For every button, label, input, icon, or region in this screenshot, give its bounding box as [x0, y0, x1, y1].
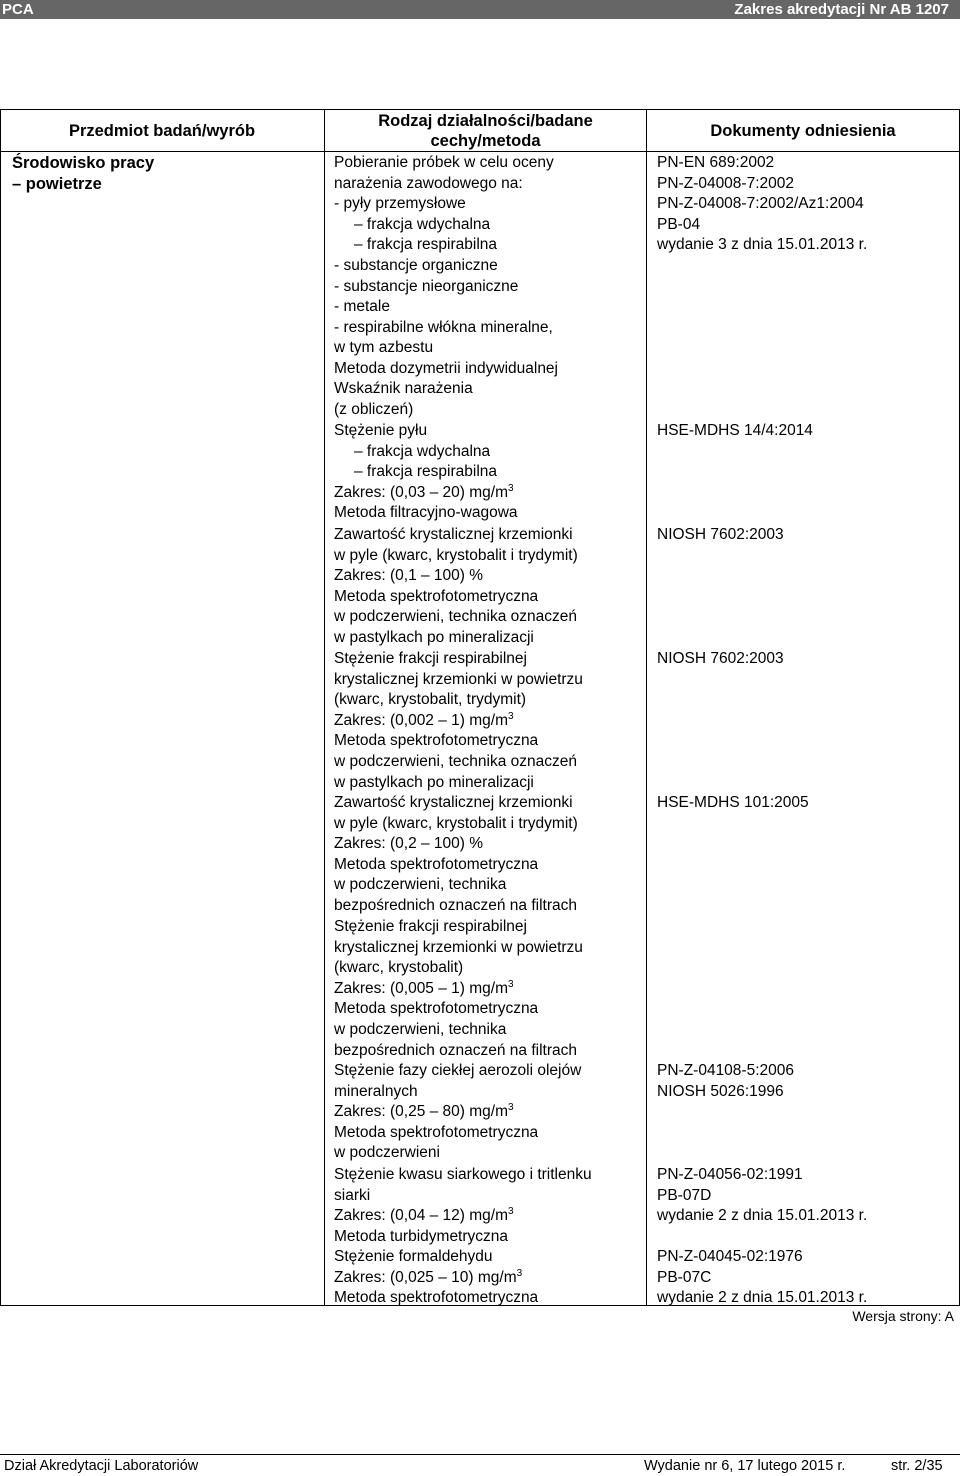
method-line: Zakres: (0,1 – 100) %: [334, 567, 484, 585]
reference-line: HSE-MDHS 101:2005: [657, 794, 809, 811]
method-line: Zawartość krystalicznej krzemionki: [334, 794, 573, 811]
footer-divider: [0, 1454, 960, 1455]
method-line: - pyły przemysłowe: [334, 195, 466, 213]
method-line: (kwarc, krystobalit): [334, 959, 464, 977]
method-line: krystalicznej krzemionki w powietrzu: [334, 670, 583, 688]
method-sulfuric-acid: [334, 1165, 592, 1247]
method-line: – frakcja wdychalna: [354, 215, 491, 233]
method-line: Metoda spektrofotometryczna: [334, 1123, 539, 1141]
subject-cell: [12, 153, 154, 195]
reference-line: PN-Z-04045-02:1976: [657, 1248, 803, 1265]
method-oil-aerosol: [334, 1061, 581, 1164]
references-sulfuric: [657, 1165, 867, 1227]
method-exposure-index: [334, 379, 473, 420]
table-border-left: [0, 109, 1, 1306]
reference-line: NIOSH 7602:2003: [657, 650, 784, 667]
method-line: narażenia zawodowego na:: [334, 174, 523, 192]
method-line: Zakres: (0,2 – 100) %: [334, 835, 484, 853]
method-line: Wskaźnik narażenia: [334, 380, 473, 397]
method-line: Metoda spektrofotometryczna: [334, 1000, 539, 1018]
footer-department: Dział Akredytacji Laboratoriów: [4, 1458, 199, 1474]
method-line: (z obliczeń): [334, 400, 414, 418]
method-line: w podczerwieni, technika oznaczeń: [334, 752, 577, 770]
method-line: Zakres: (0,025 – 10) $mg/m^3$: [334, 1267, 523, 1286]
method-line: (kwarc, krystobalit, trydymit): [334, 691, 527, 709]
method-line: – frakcja wdychalna: [354, 442, 491, 460]
method-line: - metale: [334, 298, 390, 316]
reference-line: PN-Z-04056-02:1991: [657, 1166, 803, 1183]
method-line: w podczerwieni, technika: [334, 876, 507, 894]
method-line: Pobieranie próbek w celu oceny: [334, 154, 554, 171]
method-line: bezpośrednich oznaczeń na filtrach: [334, 1041, 577, 1059]
reference-line: PN-Z-04008-7:2002: [657, 174, 794, 192]
method-silica-content-2: [334, 793, 578, 917]
method-line: Metoda turbidymetryczna: [334, 1227, 509, 1245]
method-line: w podczerwieni: [334, 1144, 440, 1162]
subject-line: Środowisko pracy: [12, 154, 155, 172]
col-header-references: Dokumenty odniesienia: [710, 122, 896, 140]
footer-edition: Wydanie nr 6, 17 lutego 2015 r.: [644, 1458, 846, 1474]
col-header-method: Rodzaj działalności/badane cechy/metoda: [378, 112, 593, 150]
method-line: – frakcja respirabilna: [354, 236, 498, 254]
header-right: Zakres akredytacji Nr AB 1207: [734, 1, 949, 18]
method-sampling: [334, 153, 558, 380]
method-line: Stężenie frakcji respirabilnej: [334, 650, 527, 667]
method-line: Metoda spektrofotometryczna: [334, 1289, 539, 1307]
method-dust-concentration: [334, 421, 518, 524]
version-note: Wersja strony: A: [852, 1308, 954, 1324]
method-line: Metoda filtracyjno-wagowa: [334, 504, 518, 522]
method-line: w pyle (kwarc, krystobalit i trydymit): [334, 546, 578, 564]
reference-line: PB-04: [657, 215, 701, 233]
method-respirable-silica-1: [334, 649, 583, 793]
method-line: Stężenie frakcji respirabilnej: [334, 918, 527, 935]
references-sampling: [657, 153, 867, 256]
accreditation-table: [0, 109, 960, 1306]
method-line: mineralnych: [334, 1082, 418, 1100]
method-line: w pyle (kwarc, krystobalit i trydymit): [334, 814, 578, 832]
reference-line: PB-07D: [657, 1186, 712, 1204]
method-line: Metoda dozymetrii indywidualnej: [334, 359, 559, 377]
method-line: w tym azbestu: [334, 339, 434, 357]
method-line: siarki: [334, 1186, 371, 1204]
table-divider-1: [324, 109, 325, 1306]
col-header-subject: Przedmiot badań/wyrób: [68, 122, 256, 140]
reference-line: HSE-MDHS 14/4:2014: [657, 422, 813, 439]
table-divider-2: [646, 109, 647, 1306]
references-dust: [657, 421, 813, 442]
reference-line: PB-07C: [657, 1268, 712, 1286]
method-line: w podczerwieni, technika: [334, 1020, 507, 1038]
references-silica-2: [657, 793, 809, 814]
subject-line: – powietrze: [12, 175, 102, 193]
page-header: [0, 0, 960, 19]
method-line: - substancje organiczne: [334, 256, 498, 274]
method-line: krystalicznej krzemionki w powietrzu: [334, 938, 583, 956]
method-line: Zakres: (0,04 – 12) $mg/m^3$: [334, 1206, 514, 1225]
reference-line: wydanie 2 z dnia 15.01.2013 r.: [657, 1289, 868, 1307]
method-line: Stężenie formaldehydu: [334, 1248, 493, 1265]
method-silica-content-1: [334, 525, 578, 649]
method-line: - respirabilne włókna mineralne,: [334, 318, 553, 336]
table-border-top: [0, 109, 960, 110]
method-respirable-silica-2: [334, 917, 583, 1061]
method-line: w pastylkach po mineralizacji: [334, 628, 534, 646]
references-respirable-1: [657, 649, 784, 670]
references-silica-1: [657, 525, 784, 546]
method-formaldehyde: [334, 1247, 538, 1309]
method-line: Stężenie pyłu: [334, 422, 428, 439]
method-line: Zakres: (0,005 – 1) $mg/m^3$: [334, 978, 514, 997]
method-line: Metoda spektrofotometryczna: [334, 732, 539, 750]
reference-line: wydanie 3 z dnia 15.01.2013 r.: [657, 236, 868, 254]
method-line: Zakres: (0,002 – 1) $mg/m^3$: [334, 710, 514, 729]
reference-line: NIOSH 5026:1996: [657, 1082, 784, 1100]
reference-line: PN-EN 689:2002: [657, 154, 775, 171]
reference-line: NIOSH 7602:2003: [657, 526, 784, 543]
reference-line: wydanie 2 z dnia 15.01.2013 r.: [657, 1207, 868, 1225]
method-line: w podczerwieni, technika oznaczeń: [334, 608, 577, 626]
references-oil: [657, 1061, 794, 1102]
reference-line: PN-Z-04108-5:2006: [657, 1062, 794, 1079]
method-line: Zawartość krystalicznej krzemionki: [334, 526, 573, 543]
method-line: Zakres: (0,25 – 80) $mg/m^3$: [334, 1102, 514, 1121]
method-line: w pastylkach po mineralizacji: [334, 773, 534, 791]
method-line: Metoda spektrofotometryczna: [334, 855, 539, 873]
method-line: Stężenie fazy ciekłej aerozoli olejów: [334, 1062, 582, 1079]
footer-page-number: str. 2/35: [891, 1458, 943, 1474]
reference-line: PN-Z-04008-7:2002/Az1:2004: [657, 195, 864, 213]
header-left: PCA: [2, 1, 34, 18]
method-line: bezpośrednich oznaczeń na filtrach: [334, 896, 577, 914]
table-header-divider: [0, 151, 960, 152]
method-line: Metoda spektrofotometryczna: [334, 587, 539, 605]
method-line: - substancje nieorganiczne: [334, 277, 519, 295]
method-line: – frakcja respirabilna: [354, 463, 498, 481]
method-line: Zakres: (0,03 – 20) $mg/m^3$: [334, 482, 514, 501]
method-line: Stężenie kwasu siarkowego i tritlenku: [334, 1166, 592, 1183]
references-formaldehyde: [657, 1247, 867, 1309]
